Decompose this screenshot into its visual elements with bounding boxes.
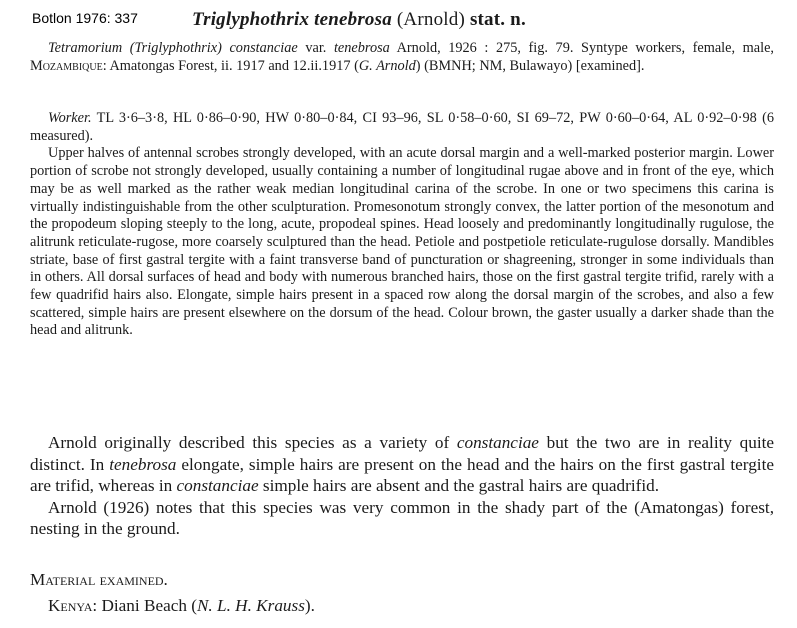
material-collector: N. L. H. Krauss: [196, 595, 305, 615]
disc-italic-1: constanciae: [456, 433, 539, 452]
worker-heading: Worker.: [48, 110, 92, 126]
syn-locality: : Amatongas Forest, ii. 1917 and 12.ii.1917 (: [102, 57, 359, 74]
title-genus: Triglyphothrix: [192, 9, 310, 30]
title-author: (Arnold): [396, 9, 465, 30]
title-species: tenebrosa: [314, 9, 392, 30]
syn-rank: var.: [305, 40, 327, 56]
syn-citation: Arnold, 1926 : 275, fig. 79. Syntype workers, female, male,: [396, 40, 775, 56]
worker-description: Upper halves of antennal scrobes strongly developed, with an acute dorsal margin and a well-marked posterior margin. Lower portion of scrobe not strongly developed, usually containing a number of longitudinal rugae above and in front of the eye, which may be as well marked as the rather weak median longitudinal carina of the scrobe. In one or two specimens this carina is virtually indistinguishable from the other sculpturation. Promesonotum strongly convex, the latter portion of the mesonotum and the propodeum sloping steeply to the long, acute, propodeal spines. Head loosely and predominantly longitudinally rugulose, the alitrunk reticulate-rugose, more coarsely sculptured than the head. Petiole and postpetiole reticulate-rugulose dorsally. Mandibles striate, base of first gastral tergite with a faint transverse band of puncturation or shagreening, stronger in some individuals than in others. All dorsal surfaces of head and body with numerous branched hairs, those on the first gastral tergite trifid, rarely with a few quadrifid hairs also. Elongate, simple hairs present in a spaced row along the dorsal margin of the scrobes, and also a few scattered, simple hairs are present elsewhere on the dorsum of the head. Colour brown, the gaster usually a darker shade than the head and alitrunk.: [30, 145, 774, 339]
syn-species: constanciae: [229, 40, 298, 56]
page-label: Botlon 1976: 337: [32, 10, 138, 26]
disc-text-c: elongate, simple hairs are present on the head and the hairs on the first gastral tergite are trifid, whereas in: [30, 454, 774, 495]
disc-text-a: Arnold originally described this species as a variety of: [48, 433, 457, 452]
species-title: [192, 9, 526, 31]
disc-italic-3: constanciae: [176, 476, 259, 495]
synonymy-entry: [30, 40, 774, 75]
discussion-paragraph-2: Arnold (1926) notes that this species was very common in the shady part of the (Amatongas) forest, nesting in the ground.: [30, 497, 774, 538]
discussion-section: [30, 432, 774, 540]
syn-deposit: ) (BMNH; NM, Bulawayo) [examined].: [415, 57, 645, 74]
syn-collector: G. Arnold: [358, 57, 416, 74]
syn-country: Mozambique: [30, 57, 103, 74]
syn-subgenus: (Triglyphothrix): [129, 40, 222, 56]
material-end: ).: [304, 595, 315, 615]
discussion-paragraph-1: [30, 432, 774, 497]
material-section: [30, 569, 774, 616]
material-country: Kenya: [48, 595, 93, 615]
material-heading: Material examined.: [30, 570, 168, 589]
syn-infra: tenebrosa: [333, 40, 390, 56]
disc-text-b: but the two are in reality quite distinct. In: [30, 433, 774, 474]
worker-measurements: TL 3·6–3·8, HL 0·86–0·90, HW 0·80–0·84, CI 93–96, SL 0·58–0·60, SI 69–72, PW 0·60–0·64, AL 0·92–0·98 (6 measured).: [30, 110, 774, 144]
worker-section: [30, 110, 774, 340]
title-status: stat. n.: [469, 9, 526, 30]
disc-italic-2: tenebrosa: [109, 454, 177, 474]
material-record: [30, 595, 774, 617]
material-locality: : Diani Beach (: [92, 595, 197, 615]
syn-genus: Tetramorium: [48, 40, 123, 56]
disc-text-d: simple hairs are absent and the gastral hairs are quadrifid.: [258, 476, 660, 495]
